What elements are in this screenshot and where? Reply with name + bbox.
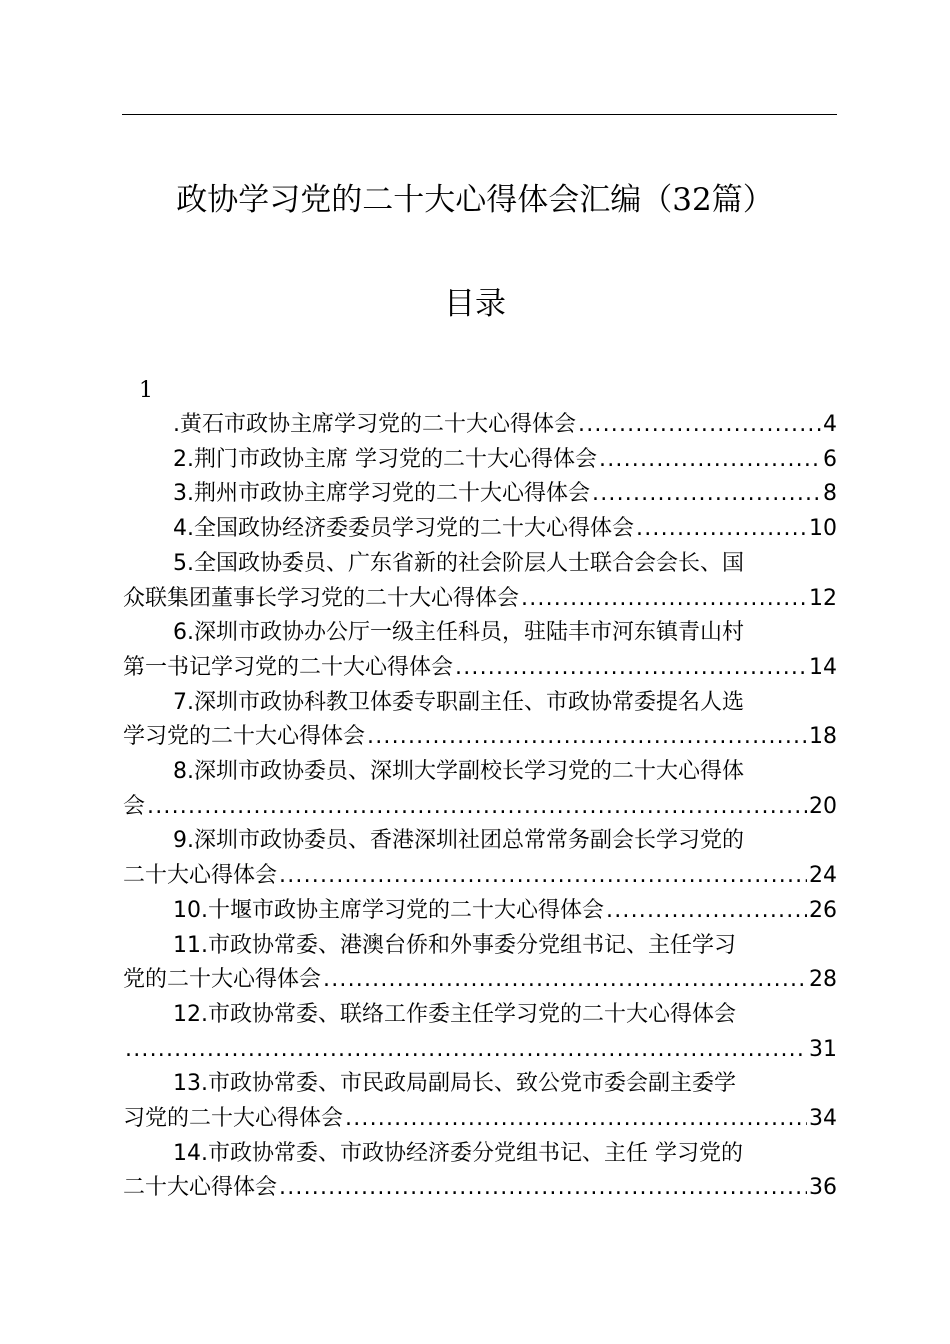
toc-entry-line bbox=[123, 547, 837, 582]
toc-entry-line bbox=[123, 1137, 837, 1172]
toc-entry-line bbox=[123, 824, 837, 859]
toc-entry[interactable] bbox=[123, 755, 837, 824]
header-rule bbox=[122, 114, 837, 115]
toc-entry-line bbox=[123, 998, 837, 1033]
toc-entry[interactable] bbox=[123, 443, 837, 478]
toc-leader-dots bbox=[455, 651, 807, 686]
toc-leader-dots bbox=[592, 477, 821, 512]
toc-entry-text: 12.市政协常委、联络工作委主任学习党的二十大心得体会 bbox=[173, 1001, 736, 1027]
toc-entry-line bbox=[123, 686, 837, 721]
toc-entry-line bbox=[123, 790, 837, 825]
toc-leader-dots bbox=[606, 894, 807, 929]
toc-entry-text: 学习党的二十大心得体会 bbox=[123, 724, 366, 750]
toc-entry-text: .黄石市政协主席学习党的二十大心得体会 bbox=[173, 412, 576, 437]
toc-entry-line bbox=[123, 443, 837, 478]
toc-entry-line bbox=[123, 477, 837, 512]
toc-page-number: 12 bbox=[809, 585, 837, 611]
title-part-3: 篇） bbox=[711, 182, 774, 218]
toc-entry[interactable] bbox=[123, 1067, 837, 1136]
title-part-1: 政协学习党的二十大心得体会汇编（ bbox=[176, 182, 673, 218]
table-of-contents bbox=[123, 408, 837, 1206]
toc-page-number: 14 bbox=[809, 654, 837, 680]
toc-entry-text: 10.十堰市政协主席学习党的二十大心得体会 bbox=[173, 897, 604, 923]
toc-leader-dots bbox=[636, 512, 807, 547]
toc-entry-line bbox=[123, 582, 837, 617]
toc-page-number: 10 bbox=[809, 516, 837, 542]
toc-entry-line bbox=[123, 1033, 837, 1068]
toc-page-number: 4 bbox=[823, 412, 837, 437]
toc-entry-text: 二十大心得体会 bbox=[123, 863, 278, 889]
title-count: 32 bbox=[672, 182, 712, 218]
toc-leader-dots bbox=[367, 720, 807, 755]
toc-entry-text: 2.荆门市政协主席 学习党的二十大心得体会 bbox=[173, 446, 597, 472]
toc-entry-line bbox=[123, 408, 837, 443]
toc-page-number: 28 bbox=[809, 967, 837, 993]
toc-leader-dots bbox=[279, 859, 807, 894]
toc-page-number: 8 bbox=[823, 481, 837, 507]
toc-page-number: 6 bbox=[823, 446, 837, 472]
document-title bbox=[0, 178, 950, 222]
toc-entry-text: 4.全国政协经济委委员学习党的二十大心得体会 bbox=[173, 516, 634, 542]
toc-entry[interactable] bbox=[123, 512, 837, 547]
toc-leader-dots bbox=[578, 408, 821, 443]
toc-entry[interactable] bbox=[123, 1137, 837, 1206]
toc-entry-line bbox=[123, 963, 837, 998]
toc-entry-line bbox=[123, 894, 837, 929]
toc-leader-dots bbox=[323, 963, 807, 998]
toc-entry[interactable] bbox=[123, 547, 837, 616]
toc-entry-line bbox=[123, 859, 837, 894]
toc-entry-text: 14.市政协常委、市政协经济委分党组书记、主任 学习党的 bbox=[173, 1140, 743, 1166]
toc-leader-dots bbox=[599, 443, 821, 478]
toc-heading: 目录 bbox=[444, 286, 506, 322]
toc-entry-line bbox=[123, 1102, 837, 1137]
toc-entry-text: 6.深圳市政协办公厅一级主任科员，驻陆丰市河东镇青山村 bbox=[173, 620, 744, 646]
toc-leader-dots bbox=[147, 790, 807, 825]
toc-entry[interactable] bbox=[123, 824, 837, 893]
toc-entry-text: 二十大心得体会 bbox=[123, 1175, 278, 1201]
toc-entry-text: 9.深圳市政协委员、香港深圳社团总常常务副会长学习党的 bbox=[173, 828, 744, 854]
toc-entry[interactable] bbox=[123, 998, 837, 1067]
toc-entry-text: 5.全国政协委员、广东省新的社会阶层人士联合会会长、国 bbox=[173, 550, 744, 576]
toc-entry[interactable] bbox=[123, 929, 837, 998]
toc-entry-text: 11.市政协常委、港澳台侨和外事委分党组书记、主任学习 bbox=[173, 932, 736, 958]
toc-entry-text: 会 bbox=[123, 793, 146, 819]
toc-entry[interactable] bbox=[123, 477, 837, 512]
toc-entry-text: 第一书记学习党的二十大心得体会 bbox=[123, 654, 454, 680]
toc-page-number: 18 bbox=[809, 724, 837, 750]
toc-entry-text: 7.深圳市政协科教卫体委专职副主任、市政协常委提名人选 bbox=[173, 689, 744, 715]
toc-entry-line bbox=[123, 512, 837, 547]
toc-entry-text: 党的二十大心得体会 bbox=[123, 967, 322, 993]
toc-page-number: 26 bbox=[809, 897, 837, 923]
toc-entry[interactable] bbox=[123, 408, 837, 443]
toc-entry-line bbox=[123, 929, 837, 964]
toc-entry-text: 13.市政协常委、市民政局副局长、致公党市委会副主委学 bbox=[173, 1071, 736, 1097]
toc-entry[interactable] bbox=[123, 616, 837, 685]
toc-entry-line bbox=[123, 1067, 837, 1102]
toc-entry[interactable] bbox=[123, 686, 837, 755]
toc-entry-line bbox=[123, 720, 837, 755]
toc-page-number: 34 bbox=[809, 1106, 837, 1132]
toc-entry-text: 8.深圳市政协委员、深圳大学副校长学习党的二十大心得体 bbox=[173, 759, 744, 785]
toc-page-number: 31 bbox=[809, 1036, 837, 1062]
toc-page-number: 36 bbox=[809, 1175, 837, 1201]
toc-entry-line bbox=[123, 755, 837, 790]
toc-leader-dots bbox=[125, 1033, 807, 1068]
toc-leader-dots bbox=[521, 582, 807, 617]
toc-entry-line bbox=[123, 616, 837, 651]
toc-page-marker: 1 bbox=[139, 378, 153, 403]
toc-entry-text: 习党的二十大心得体会 bbox=[123, 1106, 344, 1132]
toc-entry-line bbox=[123, 651, 837, 686]
toc-entry-text: 3.荆州市政协主席学习党的二十大心得体会 bbox=[173, 481, 590, 507]
toc-leader-dots bbox=[345, 1102, 807, 1137]
toc-entry-text: 众联集团董事长学习党的二十大心得体会 bbox=[123, 585, 520, 611]
toc-page-number: 20 bbox=[809, 793, 837, 819]
toc-entry-line bbox=[123, 1171, 837, 1206]
toc-page-number: 24 bbox=[809, 863, 837, 889]
toc-entry[interactable] bbox=[123, 894, 837, 929]
toc-leader-dots bbox=[279, 1171, 807, 1206]
